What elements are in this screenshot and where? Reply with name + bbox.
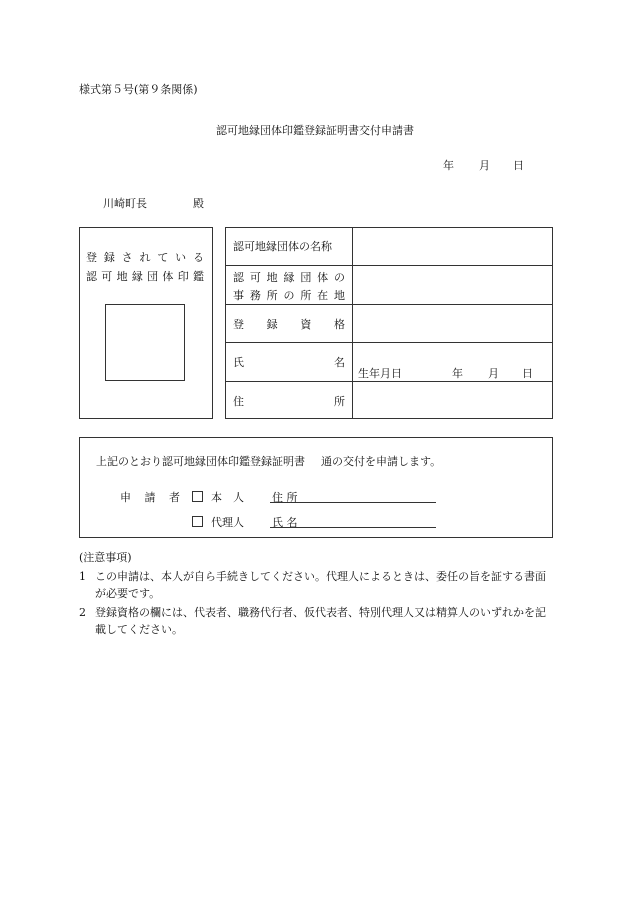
seal-caption [86, 248, 204, 286]
birth-year-label: 年 [452, 367, 463, 380]
note-text: 登録資格の欄には、代表者、職務代行者、仮代表者、特別代理人又は精算人のいずれかを記載してください。 [95, 606, 546, 636]
date-day-label: 日 [513, 159, 524, 172]
addressee-honorific: 殿 [193, 197, 204, 210]
seal-impression-box[interactable] [105, 304, 185, 381]
birth-month-label: 月 [488, 367, 499, 380]
application-statement-box [79, 437, 553, 538]
applicant-address-field[interactable] [270, 502, 436, 503]
birth-day-label: 日 [522, 367, 533, 380]
form-title: 認可地縁団体印鑑登録証明書交付申請書 [216, 124, 414, 137]
address-label: 住 所 [233, 395, 345, 408]
address-field[interactable] [353, 382, 552, 418]
self-checkbox[interactable] [192, 491, 203, 502]
note-item [79, 604, 559, 638]
option-agent[interactable] [192, 514, 244, 530]
birthdate-label: 生年月日 [358, 367, 402, 380]
date-month-label: 月 [479, 159, 490, 172]
note-text: この申請は、本人が自ら手続きしてください。代理人によるときは、委任の旨を証する書面が必要です。 [95, 570, 546, 600]
organization-info-table [225, 227, 553, 419]
applicant-label: 申 請 者 [120, 491, 180, 504]
registered-seal-section [79, 227, 213, 419]
applicant-address-label: 住 所 [272, 491, 298, 504]
date-year-label: 年 [443, 159, 454, 172]
notes-heading: (注意事項) [79, 551, 132, 564]
addressee-name: 川崎町長 [103, 197, 147, 210]
applicant-name-field[interactable] [270, 527, 436, 528]
agent-checkbox[interactable] [192, 516, 203, 527]
office-address-field[interactable] [353, 266, 552, 304]
option-self[interactable] [192, 489, 244, 505]
option-self-label: 本 人 [211, 491, 244, 504]
registration-qualification-label: 登 録 資 格 [233, 318, 345, 331]
note-item [79, 568, 559, 602]
note-number: 1 [79, 570, 86, 583]
application-statement [96, 453, 441, 469]
statement-part2: 通の交付を申請します。 [321, 455, 442, 468]
registration-qualification-field[interactable] [353, 305, 552, 342]
statement-part1: 上記のとおり認可地縁団体印鑑登録証明書 [96, 455, 305, 468]
notes-section [79, 549, 559, 638]
representative-name-label: 氏 名 [233, 356, 345, 369]
seal-caption-line1: 登 録 さ れ て い る [86, 251, 204, 264]
note-number: 2 [79, 606, 86, 619]
org-name-field[interactable] [353, 228, 552, 265]
office-label-line2: 事 務 所 の 所 在 地 [233, 289, 345, 302]
seal-caption-line2: 認 可 地 縁 団 体 印 鑑 [86, 270, 204, 283]
applicant-name-label: 氏 名 [272, 516, 298, 529]
office-label-line1: 認 可 地 縁 団 体 の [233, 271, 345, 284]
office-address-label [233, 269, 345, 305]
org-name-label: 認可地縁団体の名称 [233, 240, 332, 253]
option-agent-label: 代理人 [211, 516, 244, 529]
form-number: 様式第５号(第９条関係) [79, 83, 198, 96]
